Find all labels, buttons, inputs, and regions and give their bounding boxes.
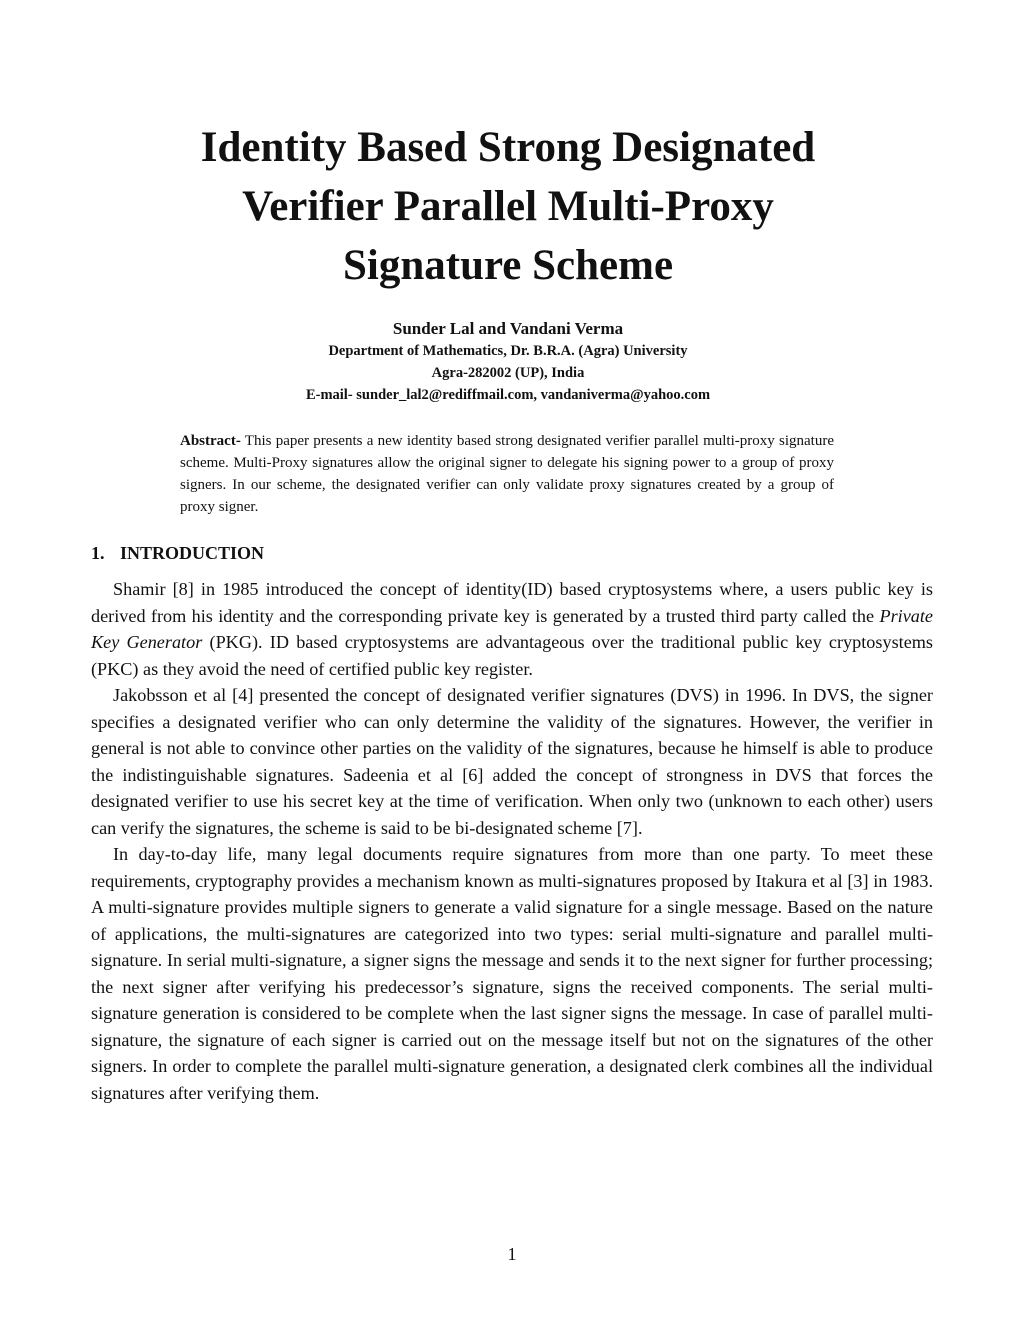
section-number: 1. — [91, 543, 105, 563]
affiliation-address: Agra-282002 (UP), India — [431, 365, 585, 381]
title-line-3: Signature Scheme — [342, 242, 674, 289]
paragraph-2: Jakobsson et al [4] presented the concept of designated verifier signatures (DVS) in 1996. In DVS, the signer specifies a designated verifier who can only determine the validity of the signatures. However, the verifier in general is not able to convince other parties on the validity of the signatures, because he himself is able to produce the indistinguishable signatures. Sadeenia et al [6] added the concept of strongness in DVS that forces the designated verifier to use his secret key at the time of verification. When only two (unknown to each other) users can verify the signatures, the scheme is said to be bi-designated scheme [7]. — [91, 685, 933, 838]
abstract-label: Abstract- — [180, 433, 241, 449]
author-email: E-mail- sunder_lal2@rediffmail.com, vandaniverma@yahoo.com — [305, 387, 711, 403]
section-title: INTRODUCTION — [120, 543, 265, 563]
title-line-1: Identity Based Strong Designated — [200, 124, 816, 171]
paper-title — [150, 118, 866, 295]
abstract — [180, 430, 834, 518]
abstract-text: This paper presents a new identity based strong designated verifier parallel multi-proxy signature scheme. Multi-Proxy signatures allow the original signer to delegate his signing power to a group of proxy signers. In our scheme, the designated verifier can only validate proxy signatures created by a group of proxy signer. — [180, 433, 834, 515]
section-heading-introduction — [91, 541, 264, 565]
author-block — [200, 318, 816, 406]
paragraph-1 — [91, 576, 933, 682]
introduction-body — [91, 576, 933, 1106]
page-number: 1 — [507, 1244, 517, 1264]
paragraph-1-text-b: (PKG). ID based cryptosystems are advantageous over the traditional public key cryptosystems (PKC) as they avoid the need of certified public key register. — [91, 632, 933, 679]
title-line-2: Verifier Parallel Multi-Proxy — [242, 183, 774, 230]
affiliation-department: Department of Mathematics, Dr. B.R.A. (Agra) University — [328, 343, 688, 359]
paragraph-1-italic-term: Private Key Generator — [91, 605, 933, 652]
paragraph-3: In day-to-day life, many legal documents require signatures from more than one party. To meet these requirements, cryptography provides a mechanism known as multi-signatures proposed by Itakura et al [3] in 1983. A multi-signature provides multiple signers to generate a valid signature for a single message. Based on the nature of applications, the multi-signatures are categorized into two types: serial multi-signature and parallel multi-signature. In serial multi-signature, a signer signs the message and sends it to the next signer for further processing; the next signer after verifying his predecessor’s signature, signs the received components. The serial multi-signature generation is considered to be complete when the last signer signs the message. In case of parallel multi-signature, the signature of each signer is carried out on the message itself but not on the signatures of the other signers. In order to complete the parallel multi-signature generation, a designated clerk combines all the individual signatures after verifying them. — [91, 844, 933, 1103]
paragraph-1-text-a: Shamir [8] in 1985 introduced the concept of identity(ID) based cryptosystems where, a users public key is derived from his identity and the corresponding private key is generated by a trusted third party called the — [91, 579, 933, 626]
author-names: Sunder Lal and Vandani Verma — [392, 319, 624, 338]
